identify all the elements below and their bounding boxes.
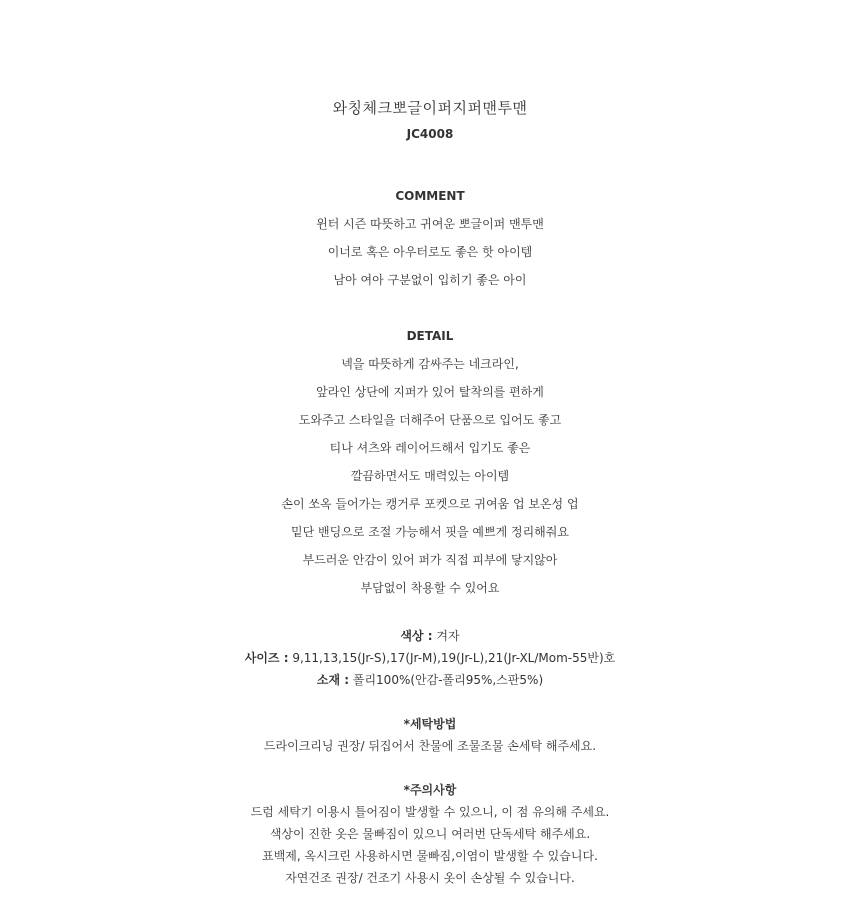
detail-line: 티나 셔츠와 레이어드해서 입기도 좋은 — [329, 441, 531, 455]
color-label: 색상 : — [400, 629, 433, 643]
detail-line: 깔끔하면서도 매력있는 아이템 — [350, 469, 510, 483]
comment-heading: COMMENT — [395, 189, 465, 203]
comment-line: 윈터 시즌 따뜻하고 귀여운 뽀글이퍼 맨투맨 — [316, 217, 544, 231]
washing-line: 드라이크리닝 권장/ 뒤집어서 찬물에 조물조물 손세탁 해주세요. — [263, 739, 597, 753]
size-label: 사이즈 : — [244, 651, 289, 665]
comment-line: 이너로 혹은 아우터로도 좋은 핫 아이템 — [327, 245, 533, 259]
detail-line: 부담없이 착용할 수 있어요 — [360, 581, 500, 595]
detail-line: 넥을 따뜻하게 감싸주는 네크라인, — [341, 357, 519, 371]
material-label: 소재 : — [316, 673, 350, 687]
material-spec — [0, 671, 860, 689]
size-spec — [0, 649, 860, 667]
product-code: JC4008 — [406, 127, 454, 141]
detail-line: 부드러운 안감이 있어 퍼가 직접 피부에 닿지않아 — [302, 553, 558, 567]
product-title: 와칭체크뽀글이퍼지퍼맨투맨 — [332, 99, 528, 117]
detail-line: 도와주고 스타일을 더해주어 단품으로 입어도 좋고 — [298, 413, 562, 427]
caution-line: 자연건조 권장/ 건조기 사용시 옷이 손상될 수 있습니다. — [285, 871, 575, 885]
detail-line: 앞라인 상단에 지퍼가 있어 탈착의를 편하게 — [316, 385, 544, 399]
material-value: 폴리100%(안감-폴리95%,스판5%) — [352, 673, 544, 687]
comment-line: 남아 여아 구분없이 입히기 좋은 아이 — [333, 273, 527, 287]
detail-line: 손이 쏘옥 들어가는 캥거루 포켓으로 귀여움 업 보온성 업 — [281, 497, 579, 511]
caution-line: 표백제, 옥시크린 사용하시면 물빠짐,이염이 발생할 수 있습니다. — [262, 849, 598, 863]
caution-line: 드럼 세탁기 이용시 틀어짐이 발생할 수 있으니, 이 점 유의해 주세요. — [250, 805, 610, 819]
caution-line: 색상이 진한 옷은 물빠짐이 있으니 여러번 단독세탁 해주세요. — [269, 827, 591, 841]
washing-heading: *세탁방법 — [403, 717, 457, 731]
color-value: 겨자 — [436, 629, 460, 643]
size-value: 9,11,13,15(Jr-S),17(Jr-M),19(Jr-L),21(Jr-XL/Mom-55반)호 — [292, 651, 616, 665]
caution-heading: *주의사항 — [403, 783, 457, 797]
detail-line: 밑단 밴딩으로 조절 가능해서 핏을 예쁘게 정리해줘요 — [291, 525, 569, 539]
detail-heading: DETAIL — [406, 329, 454, 343]
color-spec — [0, 627, 860, 645]
